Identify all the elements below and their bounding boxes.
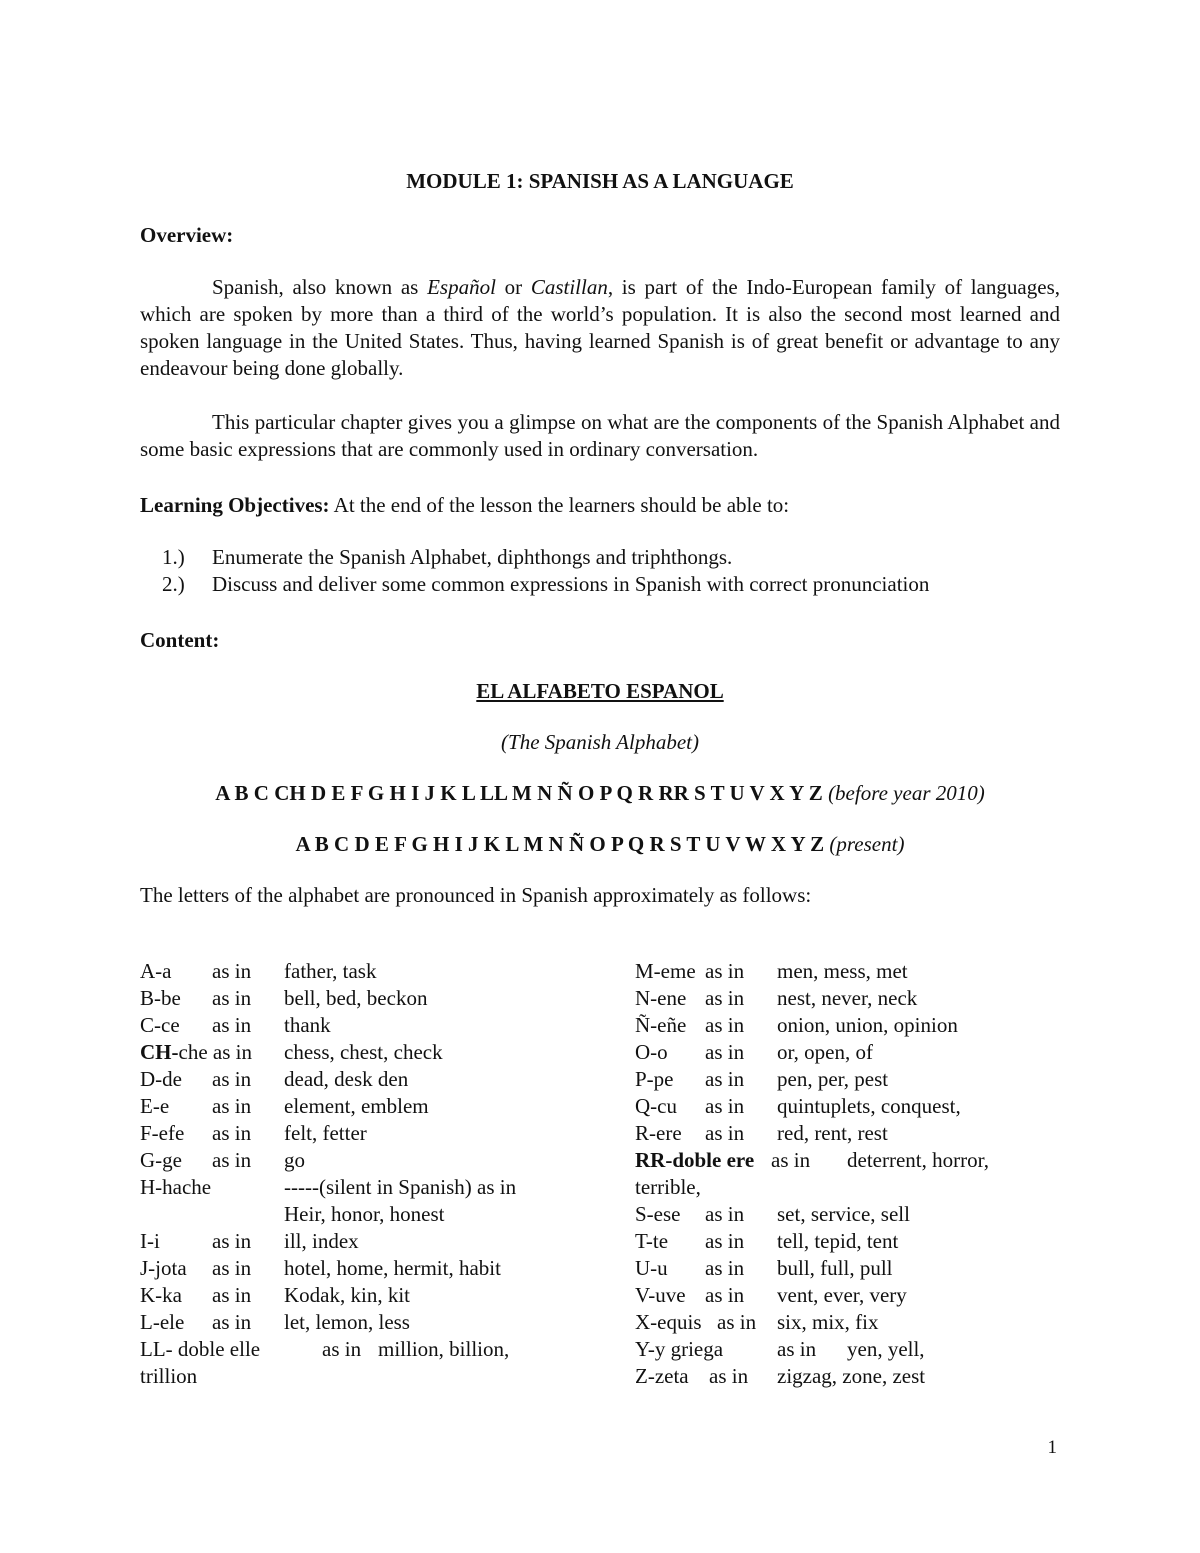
alphabet-present: A B C D E F G H I J K L M N Ñ O P Q R S T U V W X Y Z (present) <box>295 832 905 856</box>
section-subtitle: (The Spanish Alphabet) <box>501 730 699 754</box>
learning-objectives-line: Learning Objectives: At the end of the lesson the learners should be able to: <box>140 493 790 517</box>
learning-objectives-heading: Learning Objectives: <box>140 493 330 517</box>
objective-item-1: 1.) Enumerate the Spanish Alphabet, diphthongs and triphthongs. <box>162 545 733 569</box>
overview-paragraph-1: Spanish, also known as Español or Castillan, is part of the Indo-European family of languages, which are spoken by more than a third of the world’s population. It is also the second most learned and spoken language in the United States. Thus, having learned Spanish is of great benefit or advantage to any endeavour being done globally. <box>140 275 1060 380</box>
overview-heading: Overview: <box>140 223 234 247</box>
overview-paragraph-2: This particular chapter gives you a glimpse on what are the components of the Spanish Alphabet and some basic expressions that are commonly used in ordinary conversation. <box>140 410 1060 461</box>
pronunciation-intro: The letters of the alphabet are pronounced in Spanish approximately as follows: <box>140 883 812 907</box>
content-heading: Content: <box>140 628 220 652</box>
section-title: EL ALFABETO ESPANOL <box>476 679 724 703</box>
objective-item-2: 2.) Discuss and deliver some common expressions in Spanish with correct pronunciation <box>162 572 930 596</box>
page-number: 1 <box>1047 1437 1057 1458</box>
document-page: MODULE 1: SPANISH AS A LANGUAGE Overview: Spanish, also known as Español or Castillan, is part of the Indo-European family of languages, which are spoken by more than a third of the world’s population. It is also the second most learned and spoken language in the United States. Thus, having learned Spanish is of great benefit or advantage to any endeavour being done globally. This particular chapter gives you a glimpse on what are the components of the Spanish Alphabet and some basic expressions that are commonly used in ordinary conversation. Learning Objectives: At the end of the lesson the learners should be able to: 1.) Enumerate the Spanish Alphabet, diphthongs and triphthongs. 2.) Discuss and deliver some common expressions in Spanish with correct pronunciation Content: EL ALFABETO ESPANOL (The Spanish Alphabet) A B C CH D E F G H I J K L LL M N Ñ O P Q R RR S T U V X Y Z (before year 2010) A B C D E F G H I J K L M N Ñ O P Q R S T U V W X Y Z (present) The letters of the alphabet are pronounced in Spanish approximately as follows: A-a as in father, task B-be as in bell, bed, beckon C-ce as in thank CH-che as in chess, chest, check D-de as in dead, desk den E-e as in element, emblem F-efe as in felt, fetter G-ge as in go H-hache -----(silent in Spanish) as in Heir, honor, honest I-i as in ill, index J-jota as in hotel, home, hermit, habit K-ka as in Kodak, kin, kit L-ele as in let, lemon, less LL- doble elle as in million, billion, trillion M-eme as in men, mess, met N-ene as in nest, never, neck Ñ-eñe as in onion, union, opinion O-o as in or, open, of P-pe as in pen, per, pest Q-cu as in quintuplets, conquest, R-ere as in red, rent, rest RR-doble ere as in deterrent, horror, terrible, S-ese as in set, service, sell T-te as in tell, tepid, tent U-u as in bull, full, pull V-uve as in vent, ever, very X-equis as in six, mix, fix Y-y griega as in yen, yell, Z-zeta as in zigzag, zone, zest 1 <box>0 0 1200 1553</box>
page-title: MODULE 1: SPANISH AS A LANGUAGE <box>406 169 794 193</box>
alphabet-old: A B C CH D E F G H I J K L LL M N Ñ O P Q R RR S T U V X Y Z (before year 2010) <box>215 781 985 805</box>
